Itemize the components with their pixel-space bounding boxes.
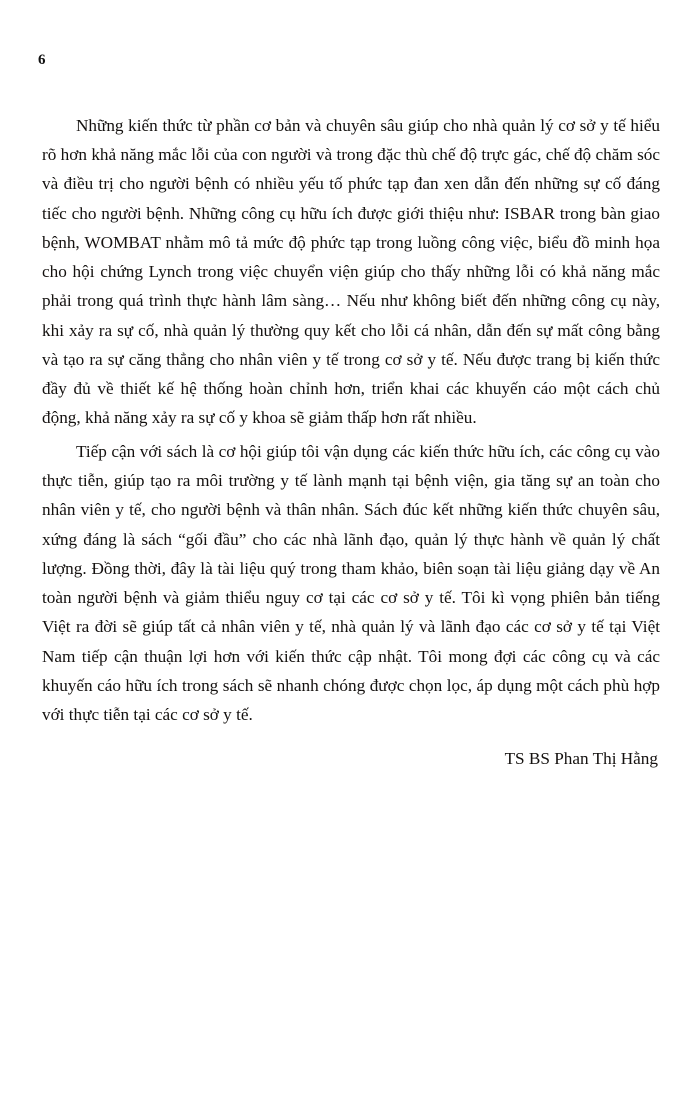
author-signature: TS BS Phan Thị Hằng xyxy=(504,749,658,769)
page-number: 6 xyxy=(38,52,46,68)
paragraph: Tiếp cận với sách là cơ hội giúp tôi vận dụng các kiến thức hữu ích, các công cụ vào thực tiễn, giúp tạo ra môi trường y tế lành mạnh tại bệnh viện, gia tăng sự an toàn cho nhân viên y tế, cho người bệnh và thân nhân. Sách đúc kết những kiến thức chuyên sâu, xứng đáng là sách “gối đầu” cho các nhà lãnh đạo, quản lý thực hành về quản lý chất lượng. Đồng thời, đây là tài liệu quý trong tham khảo, biên soạn tài liệu giảng dạy về An toàn người bệnh và giảm thiểu nguy cơ tại các cơ sở y tế. Tôi kì vọng phiên bản tiếng Việt ra đời sẽ giúp tất cả nhân viên y tế, nhà quản lý và lãnh đạo các cơ sở y tế tại Việt Nam tiếp cận thuận lợi hơn với kiến thức cập nhật. Tôi mong đợi các công cụ và các khuyến cáo hữu ích trong sách sẽ nhanh chóng được chọn lọc, áp dụng một cách phù hợp với thực tiễn tại các cơ sở y tế. xyxy=(42,441,660,724)
body-text xyxy=(36,111,664,729)
paragraph: Những kiến thức từ phần cơ bản và chuyên sâu giúp cho nhà quản lý cơ sở y tế hiểu rõ hơn khả năng mắc lỗi của con người và trong đặc thù chế độ trực gác, chế độ chăm sóc và điều trị cho người bệnh có nhiều yếu tố phức tạp đan xen dẫn đến những sự cố đáng tiếc cho người bệnh. Những công cụ hữu ích được giới thiệu như: ISBAR trong bàn giao bệnh, WOMBAT nhằm mô tả mức độ phức tạp trong luồng công việc, biểu đồ minh họa cho hội chứng Lynch trong việc chuyển viện giúp cho thấy những lỗi có khả năng mắc phải trong quá trình thực hành lâm sàng… Nếu như không biết đến những công cụ này, khi xảy ra sự cố, nhà quản lý thường quy kết cho lỗi cá nhân, dẫn đến sự mất công bằng và tạo ra sự căng thẳng cho nhân viên y tế trong cơ sở y tế. Nếu được trang bị kiến thức đầy đủ về thiết kế hệ thống hoàn chỉnh hơn, triển khai các khuyến cáo một cách chủ động, khả năng xảy ra sự cố y khoa sẽ giảm thấp hơn rất nhiều. xyxy=(42,116,660,428)
